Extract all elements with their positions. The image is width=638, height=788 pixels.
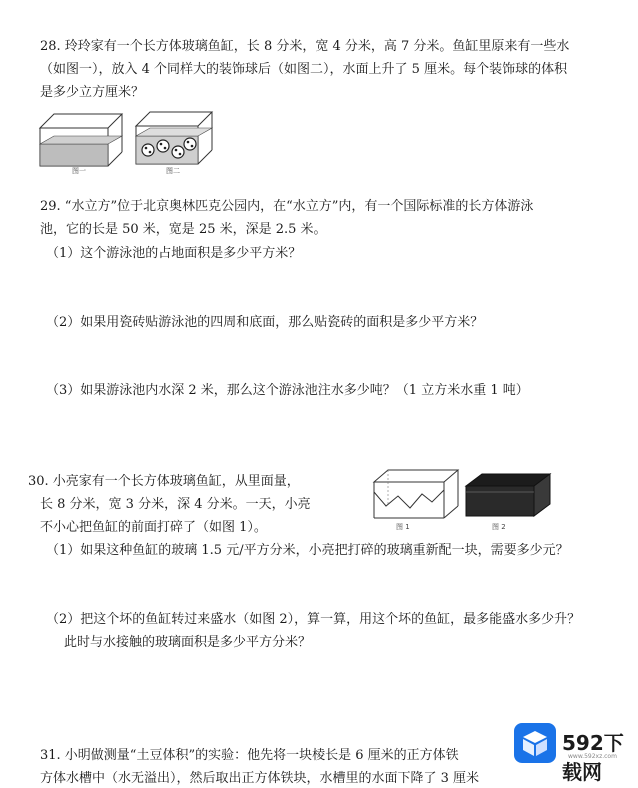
p29-line1: 29. “水立方”位于北京奥林匹克公园内，在“水立方”内，有一个国际标准的长方体游泳 [40, 199, 534, 214]
site-watermark [512, 723, 638, 783]
p29-question-2: （2）如果用瓷砖贴游泳池的四周和底面，那么贴瓷砖的面积是多少平方米？ [46, 315, 484, 330]
p30-question-2b: 此时与水接触的玻璃面积是多少平方分米？ [64, 635, 312, 650]
p30-fig1-caption: 图 1 [396, 523, 410, 531]
p31-line1: 31. 小明做测量“土豆体积”的实验：他先将一块棱长是 6 厘米的正方体铁 [40, 748, 459, 763]
p28-line1: 28. 玲玲家有一个长方体玻璃鱼缸，长 8 分米，宽 4 分米，高 7 分米。鱼缸里原来有一些水 [40, 39, 570, 54]
p30-fig2-caption: 图 2 [492, 523, 506, 531]
p28-fig2-caption: 图二 [166, 167, 180, 175]
p30-line1: 30. 小亮家有一个长方体玻璃鱼缸，从里面量， [28, 474, 300, 489]
p30-line2: 长 8 分米，宽 3 分米，深 4 分米。一天，小亮 [40, 497, 311, 512]
broken-tank-figure [366, 466, 462, 528]
p28-fig1-caption: 图一 [72, 167, 86, 175]
p30-question-1: （1）如果这种鱼缸的玻璃 1.5 元/平方分米，小亮把打碎的玻璃重新配一块，需要多少元？ [46, 543, 569, 558]
p29-question-1: （1）这个游泳池的占地面积是多少平方米？ [46, 246, 302, 261]
watermark-brand: 592下载网 [562, 731, 624, 784]
watermark-url: www.592xz.com [568, 753, 617, 760]
p30-line3: 不小心把鱼缸的前面打碎了（如图 1）。 [40, 520, 267, 535]
p28-line2: （如图一），放入 4 个同样大的装饰球后（如图二），水面上升了 5 厘米。每个装饰球的体积 [40, 62, 568, 77]
p29-question-3: （3）如果游泳池内水深 2 米，那么这个游泳池注水多少吨？（1 立方米水重 1 吨） [46, 383, 529, 398]
p31-line2: 方体水槽中（水无溢出），然后取出正方体铁块，水槽里的水面下降了 3 厘米 [40, 771, 480, 786]
fish-tank-figure-1 [36, 108, 126, 170]
cube-logo-icon [514, 723, 556, 763]
p29-line2: 池，它的长是 50 米，宽是 25 米，深是 2.5 米。 [40, 222, 327, 237]
p28-line3: 是多少立方厘米？ [40, 85, 145, 100]
tank-on-side-figure [462, 468, 558, 528]
fish-tank-figure-2 [132, 106, 216, 168]
p30-question-2a: （2）把这个坏的鱼缸转过来盛水（如图 2），算一算，用这个坏的鱼缸，最多能盛水多少升？ [46, 612, 581, 627]
